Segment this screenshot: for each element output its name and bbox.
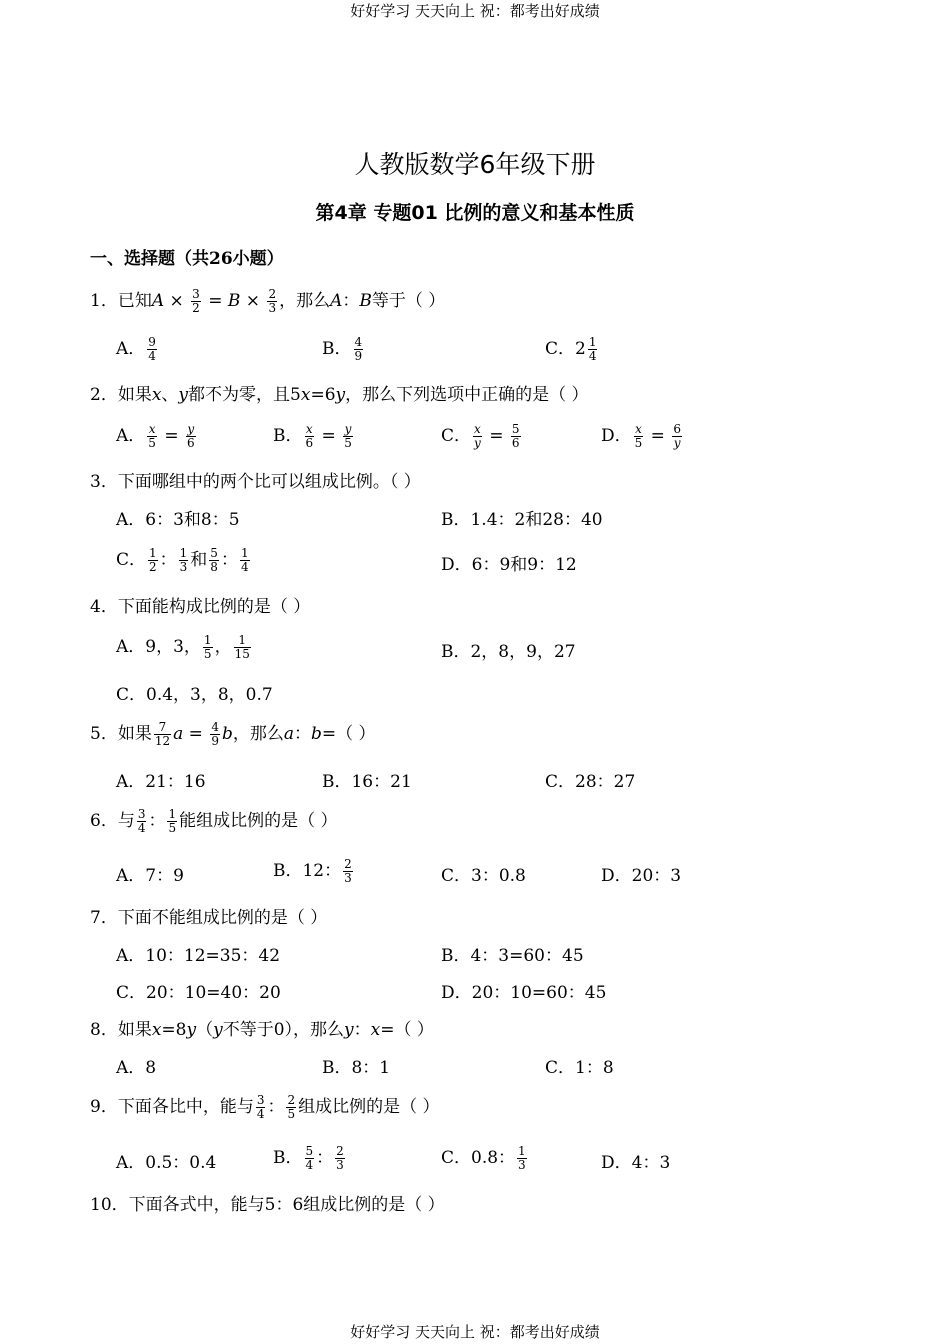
question-6-option-d[interactable]: D．20：3 bbox=[601, 866, 682, 886]
question-6-option-b[interactable]: B．12： $\frac{2}{3}$ bbox=[273, 857, 352, 885]
section-heading: 一、选择题（共26小题） bbox=[90, 249, 284, 269]
fraction: $\frac{4}{9}$ bbox=[354, 335, 363, 363]
question-8-option-a[interactable]: A．8 bbox=[116, 1058, 157, 1078]
question-5-option-c[interactable]: C．28：27 bbox=[545, 772, 636, 792]
question-9-option-c[interactable]: C．0.8： $\frac{1}{3}$ bbox=[441, 1144, 526, 1172]
fraction: $\frac{1}{4}$ bbox=[588, 335, 597, 363]
question-1-option-c[interactable]: C．2 $\frac{1}{4}$ bbox=[545, 335, 597, 363]
question-7-stem: 7．下面不能组成比例的是（ ） bbox=[90, 908, 328, 928]
fraction: $\frac{1}{15}$ bbox=[234, 633, 250, 661]
fraction: $\frac{1}{4}$ bbox=[240, 546, 249, 574]
fraction: $\frac{2}{3}$ bbox=[268, 287, 277, 315]
fraction: $\frac{5}{8}$ bbox=[210, 546, 218, 574]
question-5-option-b[interactable]: B．16：21 bbox=[322, 772, 412, 792]
fraction: $\frac{x}{5}$ bbox=[148, 422, 156, 450]
page-header: 好好学习 天天向上 祝：都考出好成绩 bbox=[350, 2, 600, 20]
question-3-option-d[interactable]: D．6：9和9：12 bbox=[441, 555, 577, 575]
question-8-stem: 8．如果x=8y（y不等于0），那么y：x=（ ） bbox=[90, 1020, 434, 1040]
fraction: $\frac{2}{5}$ bbox=[287, 1093, 296, 1121]
question-7-option-b[interactable]: B．4：3=60：45 bbox=[441, 946, 584, 966]
question-2-option-c[interactable]: C． $\frac{x}{y}$ = $\frac{5}{6}$ bbox=[441, 422, 520, 450]
fraction: $\frac{2}{3}$ bbox=[336, 1144, 344, 1172]
question-4-stem: 4．下面能构成比例的是（ ） bbox=[90, 597, 311, 617]
question-7-option-c[interactable]: C．20：10=40：20 bbox=[116, 983, 281, 1003]
fraction: $\frac{4}{9}$ bbox=[211, 720, 219, 748]
fraction: $\frac{1}{5}$ bbox=[168, 807, 177, 835]
question-3-option-a[interactable]: A．6：3和8：5 bbox=[116, 510, 240, 530]
fraction: $\frac{1}{5}$ bbox=[203, 633, 212, 661]
page-subtitle: 第4章 专题01 比例的意义和基本性质 bbox=[315, 202, 635, 224]
question-9-option-a[interactable]: A．0.5：0.4 bbox=[116, 1153, 217, 1173]
fraction: $\frac{x}{6}$ bbox=[305, 422, 314, 450]
question-4-option-c[interactable]: C．0.4，3，8，0.7 bbox=[116, 685, 273, 705]
question-2-option-d[interactable]: D． $\frac{x}{5}$ = $\frac{6}{y}$ bbox=[601, 422, 681, 450]
question-2-option-a[interactable]: A． $\frac{x}{5}$ = $\frac{y}{6}$ bbox=[116, 422, 195, 450]
question-4-option-b[interactable]: B．2，8，9，27 bbox=[441, 642, 576, 662]
question-8-option-b[interactable]: B．8：1 bbox=[322, 1058, 391, 1078]
question-1-option-a[interactable]: A． $\frac{9}{4}$ bbox=[116, 335, 156, 363]
fraction: $\frac{1}{3}$ bbox=[179, 546, 188, 574]
fraction: $\frac{1}{3}$ bbox=[518, 1144, 526, 1172]
question-9-stem: 9．下面各比中，能与 $\frac{3}{4}$ ： $\frac{2}{5}$ 组成比例的是（ ） bbox=[90, 1093, 440, 1121]
question-6-option-a[interactable]: A．7：9 bbox=[116, 866, 184, 886]
fraction: $\frac{6}{y}$ bbox=[673, 422, 681, 450]
question-1-option-b[interactable]: B． $\frac{4}{9}$ bbox=[322, 335, 363, 363]
question-1-stem: 1．已知A × $\frac{3}{2}$ = B × $\frac{2}{3}$ ，那么A：B等于（ ） bbox=[90, 287, 446, 315]
question-5-stem: 5．如果 $\frac{7}{12}$ a = $\frac{4}{9}$ b，那么a：b=（ ） bbox=[90, 720, 376, 748]
question-9-option-d[interactable]: D．4：3 bbox=[601, 1153, 671, 1173]
question-3-option-b[interactable]: B．1.4：2和28：40 bbox=[441, 510, 603, 530]
question-9-option-b[interactable]: B． $\frac{5}{4}$ ： $\frac{2}{3}$ bbox=[273, 1144, 344, 1172]
fraction: $\frac{3}{4}$ bbox=[256, 1093, 265, 1121]
fraction: $\frac{3}{2}$ bbox=[192, 287, 200, 315]
fraction: $\frac{x}{y}$ bbox=[474, 422, 481, 450]
question-7-option-d[interactable]: D．20：10=60：45 bbox=[441, 983, 607, 1003]
page-footer: 好好学习 天天向上 祝：都考出好成绩 bbox=[350, 1323, 600, 1341]
question-4-option-a[interactable]: A．9，3， $\frac{1}{5}$ ， $\frac{1}{15}$ bbox=[116, 633, 250, 661]
page-title: 人教版数学6年级下册 bbox=[354, 150, 596, 179]
question-2-stem: 2．如果x、y都不为零，且5x=6y，那么下列选项中正确的是（ ） bbox=[90, 385, 589, 405]
question-8-option-c[interactable]: C．1：8 bbox=[545, 1058, 614, 1078]
fraction: $\frac{y}{6}$ bbox=[186, 422, 195, 450]
question-5-option-a[interactable]: A．21：16 bbox=[116, 772, 206, 792]
question-6-stem: 6．与 $\frac{3}{4}$ ： $\frac{1}{5}$ 能组成比例的是（ ） bbox=[90, 807, 338, 835]
fraction: $\frac{y}{5}$ bbox=[344, 422, 352, 450]
question-3-option-c[interactable]: C． $\frac{1}{2}$ ： $\frac{1}{3}$ 和 $\frac{5}{8}$ ： $\frac{1}{4}$ bbox=[116, 546, 249, 574]
question-2-option-b[interactable]: B． $\frac{x}{6}$ = $\frac{y}{5}$ bbox=[273, 422, 352, 450]
fraction: $\frac{7}{12}$ bbox=[154, 720, 171, 748]
fraction: $\frac{5}{6}$ bbox=[511, 422, 520, 450]
fraction: $\frac{3}{4}$ bbox=[137, 807, 146, 835]
fraction: $\frac{5}{4}$ bbox=[305, 1144, 314, 1172]
fraction: $\frac{2}{3}$ bbox=[344, 857, 352, 885]
fraction: $\frac{1}{2}$ bbox=[149, 546, 157, 574]
fraction: $\frac{x}{5}$ bbox=[634, 422, 643, 450]
question-6-option-c[interactable]: C．3：0.8 bbox=[441, 866, 526, 886]
fraction: $\frac{9}{4}$ bbox=[148, 335, 156, 363]
question-7-option-a[interactable]: A．10：12=35：42 bbox=[116, 946, 281, 966]
question-10-stem: 10．下面各式中，能与5：6组成比例的是（ ） bbox=[90, 1195, 445, 1215]
question-3-stem: 3．下面哪组中的两个比可以组成比例。（ ） bbox=[90, 472, 421, 492]
